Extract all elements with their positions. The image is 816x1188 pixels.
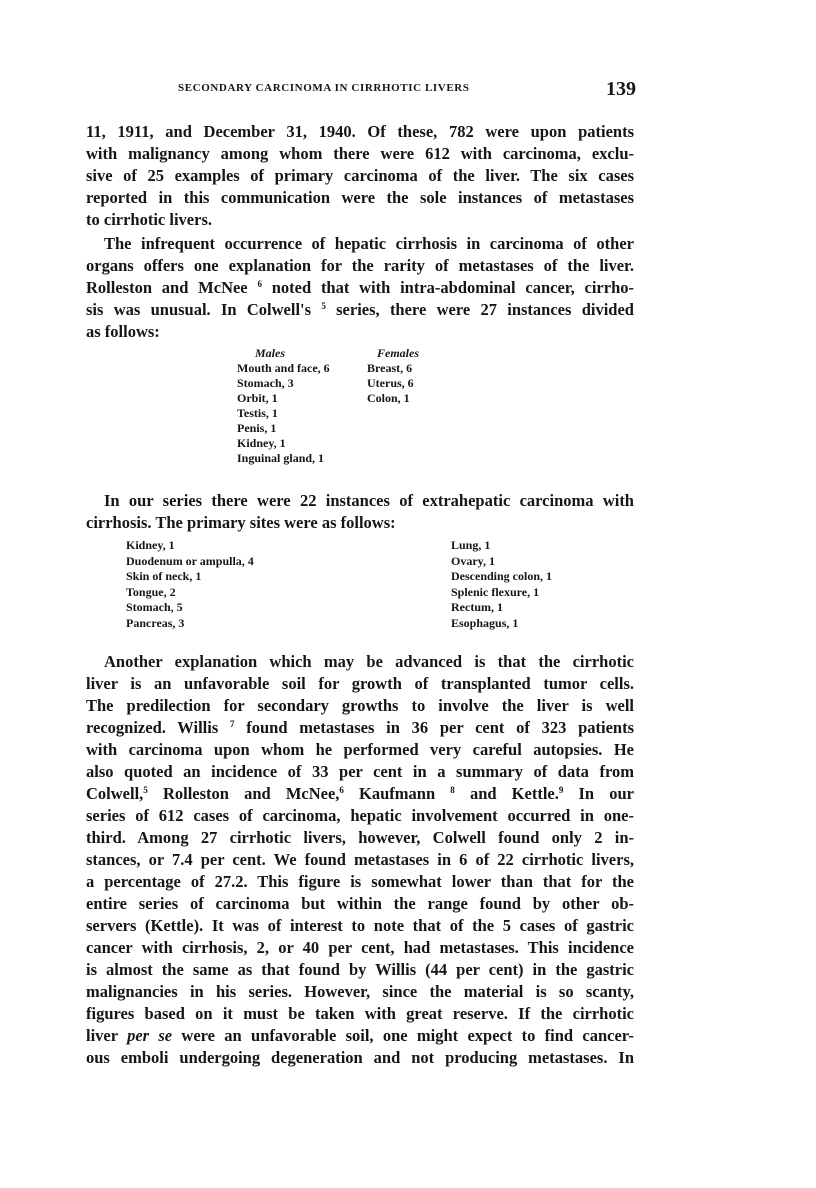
text-line: with carcinoma upon whom he performed very careful autopsies. He	[86, 740, 634, 759]
table-cell: Rectum, 1	[451, 600, 503, 614]
running-title: SECONDARY CARCINOMA IN CIRRHOTIC LIVERS	[178, 82, 470, 94]
reference-number: 5	[321, 301, 326, 311]
right-column	[451, 538, 552, 631]
italic-phrase: per se	[127, 1026, 173, 1045]
text-line: stances, or 7.4 per cent. We found metastases in 6 of 22 cirrhotic livers,	[86, 850, 634, 869]
text-line: as follows:	[86, 322, 160, 341]
text-line	[86, 1025, 634, 1047]
table-cell: Ovary, 1	[451, 553, 495, 568]
text-line: 11, 1911, and December 31, 1940. Of these, 782 were upon patients	[86, 122, 634, 141]
table-cell: Colon, 1	[367, 391, 410, 405]
table-cell: Uterus, 6	[367, 376, 414, 390]
text-run: In our	[578, 784, 634, 803]
reference-number: 6	[339, 785, 344, 795]
page-number: 139	[606, 78, 636, 100]
text-line: ous emboli undergoing degeneration and not producing metastases. In	[86, 1048, 634, 1067]
text-line: figures based on it must be taken with great reserve. If the cirrhotic	[86, 1004, 634, 1023]
table-cell: Esophagus, 1	[451, 615, 519, 630]
text-line: with malignancy among whom there were 612 with carcinoma, exclu-	[86, 144, 634, 163]
text-run: found metastases in 36 per cent of 323 patients	[246, 718, 635, 737]
table-cell: Kidney, 1	[126, 538, 175, 552]
table-cell: Pancreas, 3	[126, 615, 185, 630]
table-cell: Stomach, 3	[237, 376, 294, 390]
text-line: servers (Kettle). It was of interest to note that of the 5 cases of gastric	[86, 916, 634, 935]
reference-number: 8	[450, 785, 455, 795]
table-cell: Duodenum or ampulla, 4	[126, 553, 254, 568]
text-line	[86, 277, 634, 299]
text-line: cancer with cirrhosis, 2, or 40 per cent, had metastases. This incidence	[86, 938, 634, 957]
text-line: The infrequent occurrence of hepatic cirrhosis in carcinoma of other	[104, 234, 634, 253]
females-list	[367, 361, 414, 406]
text-line: also quoted an incidence of 33 per cent in a summary of data from	[86, 762, 634, 781]
text-line: organs offers one explanation for the rarity of metastases of the liver.	[86, 256, 634, 275]
text-line: to cirrhotic livers.	[86, 210, 212, 229]
text-run: Colwell,	[86, 784, 144, 803]
paragraph-3	[86, 490, 634, 534]
table-cell: Inguinal gland, 1	[237, 451, 325, 465]
text-run: and Kettle.	[469, 784, 559, 803]
sites-table-colwell	[237, 346, 457, 481]
text-run: Kaufmann	[359, 784, 436, 803]
reference-number: 7	[230, 719, 235, 729]
text-run: recognized. Willis	[86, 718, 219, 737]
table-cell: Penis, 1	[237, 421, 277, 435]
text-line: sive of 25 examples of primary carcinoma of the liver. The six cases	[86, 166, 634, 185]
text-run: liver	[86, 1026, 118, 1045]
text-line	[86, 783, 634, 805]
reference-number: 9	[558, 785, 564, 795]
paragraph-1	[86, 121, 634, 231]
text-line: liver is an unfavorable soil for growth of transplanted tumor cells.	[86, 674, 634, 693]
reference-number: 6	[257, 279, 262, 289]
text-line: Another explanation which may be advanced is that the cirrhotic	[104, 652, 634, 671]
text-line: The predilection for secondary growths to involve the liver is well	[86, 696, 634, 715]
table-cell: Orbit, 1	[237, 391, 278, 405]
females-header: Females	[377, 346, 419, 360]
text-line: is almost the same as that found by Willis (44 per cent) in the gastric	[86, 960, 634, 979]
text-run: were an unfavorable soil, one might expect to find cancer-	[181, 1026, 634, 1045]
females-column	[377, 346, 419, 361]
reference-number: 5	[143, 785, 148, 795]
left-column	[126, 538, 254, 631]
text-line: third. Among 27 cirrhotic livers, however, Colwell found only 2 in-	[86, 828, 634, 847]
text-run: sis was unusual. In Colwell's	[86, 300, 312, 319]
table-cell: Testis, 1	[237, 406, 278, 420]
text-run: Rolleston and McNee,	[162, 784, 340, 803]
text-run: series, there were 27 instances divided	[336, 300, 634, 319]
table-cell: Tongue, 2	[126, 584, 176, 599]
text-line	[86, 299, 634, 321]
text-line: reported in this communication were the sole instances of metastases	[86, 188, 634, 207]
text-run: Rolleston and McNee	[86, 278, 248, 297]
paragraph-4	[86, 651, 634, 1069]
table-cell: Lung, 1	[451, 538, 491, 552]
text-line: series of 612 cases of carcinoma, hepatic involvement occurred in one-	[86, 806, 634, 825]
text-line: In our series there were 22 instances of extrahepatic carcinoma with	[104, 491, 634, 510]
table-cell: Breast, 6	[367, 361, 413, 375]
males-column	[255, 346, 285, 361]
text-line: a percentage of 27.2. This figure is somewhat lower than that for the	[86, 872, 634, 891]
sites-table-our-series	[126, 538, 606, 638]
text-line	[86, 717, 634, 739]
table-cell: Stomach, 5	[126, 600, 183, 614]
males-header: Males	[255, 346, 285, 360]
text-line: malignancies in his series. However, since the material is so scanty,	[86, 982, 634, 1001]
text-line: entire series of carcinoma but within the range found by other ob-	[86, 894, 634, 913]
text-run: noted that with intra-abdominal cancer, cirrho-	[271, 278, 634, 297]
table-cell: Mouth and face, 6	[237, 361, 330, 375]
males-list	[237, 361, 330, 466]
table-cell: Kidney, 1	[237, 436, 286, 450]
table-cell: Descending colon, 1	[451, 569, 553, 583]
text-line: cirrhosis. The primary sites were as follows:	[86, 513, 396, 532]
table-cell: Splenic flexure, 1	[451, 584, 540, 599]
table-cell: Skin of neck, 1	[126, 569, 202, 583]
paragraph-2	[86, 233, 634, 343]
